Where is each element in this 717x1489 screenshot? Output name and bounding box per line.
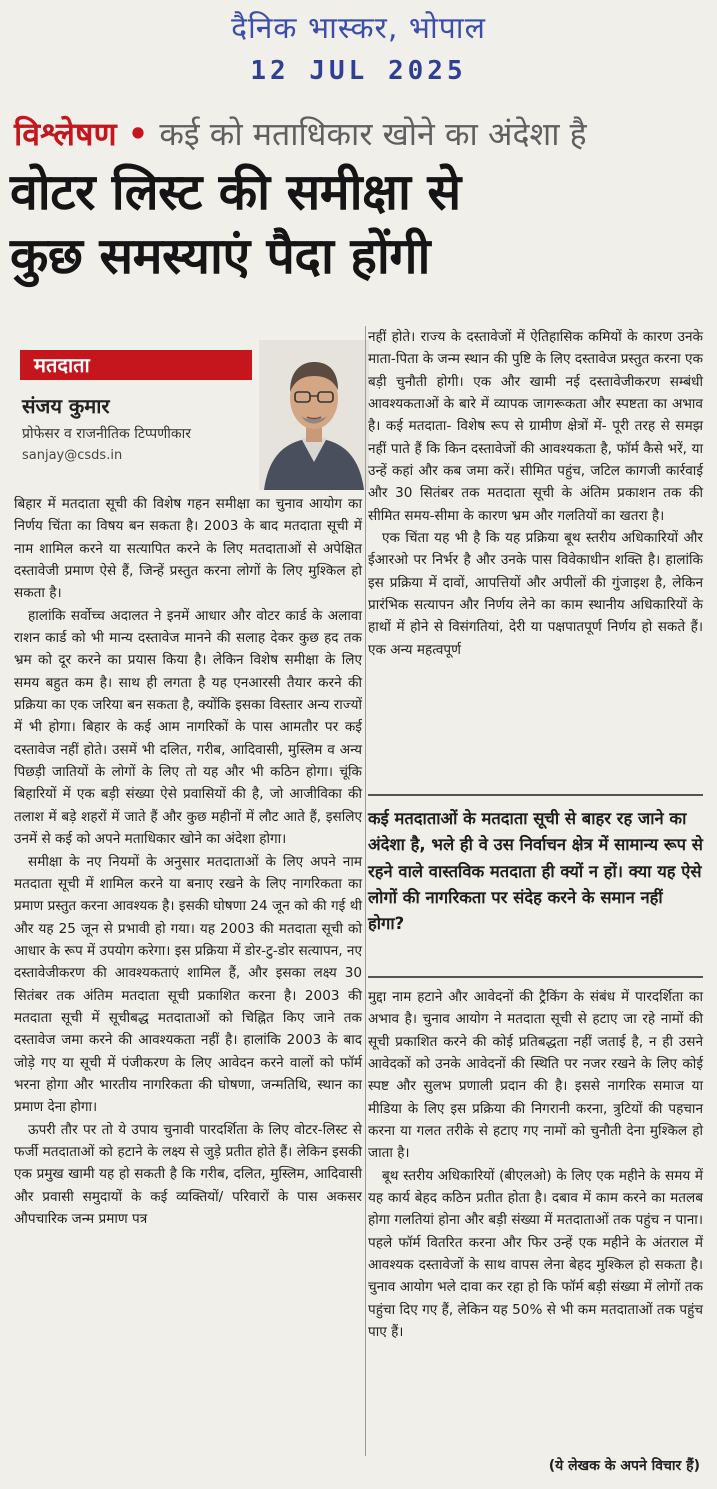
headline — [10, 160, 710, 288]
article-column-right-bottom — [368, 986, 703, 1344]
headline-line-2: कुछ समस्याएं पैदा होंगी — [10, 227, 430, 285]
pull-quote: कई मतदाताओं के मतदाता सूची से बाहर रह जाने का अंदेशा है, भले ही वे उस निर्वाचन क्षेत्र में सामान्य रूप से रहने वाले वास्तविक मतदाता ही क्यों न हों। क्या यह ऐसे लोगों की नागरिकता पर संदेह करने के समान नहीं होगा? — [368, 809, 703, 934]
author-portrait-icon — [259, 340, 369, 490]
author-disclaimer: (ये लेखक के अपने विचार हैं) — [548, 1458, 700, 1474]
kicker-separator: • — [127, 115, 149, 153]
category-tag: मतदाता — [20, 350, 252, 380]
paragraph: समीक्षा के नए नियमों के अनुसार मतदाताओं के लिए अपने नाम मतदाता सूची में शामिल करने या बनाए रखने के लिए नागरिकता का प्रमाण प्रस्तुत करना आवश्यक है। इसकी घोषणा 24 जून को की गई थी और यह 25 जून से प्रभावी हो गया। यह 2003 की मतदाता सूची को आधार के रूप में उपयोग करेगा। इस प्रक्रिया में डोर-टु-डोर सत्यापन, नए दस्तावेजीकरण की आवश्यकताएं शामिल हैं, और इसका लक्ष्य 30 सितंबर तक अंतिम मतदाता सूची प्रकाशित करना है। 2003 की मतदाता सूची में सूचीबद्ध मतदाताओं को चिह्नित किए जाने तक दस्तावेज जमा करने की आवश्यकता नहीं है। हालांकि 2003 के बाद जोड़े गए या सूची में पंजीकरण के लिए आवेदन करने वालों को फॉर्म भरना होगा और भारतीय नागरिकता की घोषणा, जन्मतिथि, स्थान का प्रमाण देना होगा। — [14, 853, 362, 1116]
author-name: संजय कुमार — [22, 394, 110, 418]
kicker-label: विश्लेषण — [14, 115, 117, 153]
author-block — [14, 340, 374, 490]
paragraph: नहीं होते। राज्य के दस्तावेजों में ऐतिहासिक कमियों के कारण उनके माता-पिता के जन्म स्थान की पुष्टि के लिए दस्तावेज प्रस्तुत करना एक बड़ी चुनौती होगी। एक और खामी नई दस्तावेजीकरण सम्बंधी आवश्यकताओं के बारे में व्यापक जागरूकता और स्पष्टता का अभाव है। कई मतदाता- विशेष रूप से ग्रामीण क्षेत्रों में- पूरी तरह से समझ नहीं पाते हैं कि किन दस्तावेजों की आवश्यकता है, फॉर्म कैसे भरें, या उन्हें कहां और कब जमा करें। सीमित पहुंच, जटिल कागजी कार्रवाई और 30 सितंबर तक मतदाता सूची के अंतिम प्रकाशन तक की सीमित समय-सीमा के कारण भ्रम और गलतियों का खतरा है। — [368, 329, 703, 524]
paragraph: मुद्दा नाम हटाने और आवेदनों की ट्रैकिंग के संबंध में पारदर्शिता का अभाव है। चुनाव आयोग ने मतदाता सूची से हटाए जा रहे नामों की सूची प्रकाशित करने की कोई प्रतिबद्धता नहीं जताई है, न ही उसने आवेदकों को उनके आवेदनों की स्थिति पर नजर रखने के लिए कोई स्पष्ट और सुलभ प्रणाली प्रदान की है। इससे नागरिक समाज या मीडिया के लिए इस प्रक्रिया की निगरानी करना, त्रुटियों की पहचान करना या गलत तरीके से हटाए गए नामों को चुनौती देना मुश्किल हो जाता है। — [368, 989, 703, 1162]
paragraph: हालांकि सर्वोच्च अदालत ने इनमें आधार और वोटर कार्ड के अलावा राशन कार्ड को भी मान्य दस्तावेज मानने की सलाह देकर कुछ हद तक भ्रम को दूर करने का प्रयास किया है। लेकिन विशेष समीक्षा के लिए समय बहुत कम है। साथ ही लगता है यह एनआरसी तैयार करने की प्रक्रिया का एक जरिया बन सकता है, क्योंकि इसका विस्तार अन्य राज्यों में भी होगा। बिहार के कई आम नागरिकों के पास आमतौर पर कई दस्तावेज नहीं होते। उसमें भी दलित, गरीब, आदिवासी, मुस्लिम व अन्य पिछड़ी जातियों के लोगों के लिए तो यह और भी कठिन होगा। चूंकि बिहारियों में एक बड़ी संख्या ऐसे प्रवासियों की है, जो आजीविका की तलाश में बड़े शहरों में जाते हैं और कुछ महीनों में लौट आते हैं, इसलिए उनमें से कई को अपने मताधिकार खोने का अंदेशा होगा। — [14, 607, 362, 848]
paragraph: बूथ स्तरीय अधिकारियों (बीएलओ) के लिए एक महीने के समय में यह कार्य बेहद कठिन प्रतीत होता है। दबाव में काम करने का मतलब होगा गलतियां होना और बड़ी संख्या में मतदाताओं तक पहुंच न पाना। पहले फॉर्म वितरित करना और फिर उन्हें एक महीने के अंतराल में आवश्यक दस्तावेजों के साथ वापस लेना बेहद मुश्किल हो सकता है। चुनाव आयोग भले दावा कर रहा हो कि फॉर्म बड़ी संख्या में लोगों तक पहुंचा दिए गए हैं, लेकिन यह 50% से भी कम मतदाताओं तक पहुंच पाए हैं। — [368, 1167, 703, 1341]
paragraph: एक चिंता यह भी है कि यह प्रक्रिया बूथ स्तरीय अधिकारियों और ईआरओ पर निर्भर है और उनके पास विवेकाधीन शक्ति है। हालांकि इस प्रक्रिया में दावों, आपत्तियों और अपीलों की गुंजाइश है, लेकिन प्रारंभिक सत्यापन और निर्णय लेने का काम स्थानीय अधिकारियों के हाथों में होने से विसंगतियां, देरी या पक्षपातपूर्ण निर्णय हो सकते हैं। एक अन्य महत्वपूर्ण — [368, 530, 703, 658]
paragraph: ऊपरी तौर पर तो ये उपाय चुनावी पारदर्शिता के लिए वोटर-लिस्ट से फर्जी मतदाताओं को हटाने के लक्ष्य से जुड़े प्रतीत होते हैं। लेकिन इसकी एक प्रमुख खामी यह हो सकती है कि गरीब, दलित, मुस्लिम, आदिवासी और प्रवासी समुदायों के कई व्यक्तियों/ परिवारों के पास अकसर औपचारिक जन्म प्रमाण पत्र — [14, 1121, 362, 1227]
article-column-right-top — [368, 326, 703, 661]
pull-quote-rule-top — [368, 794, 703, 796]
author-email: sanjay@csds.in — [22, 448, 123, 463]
column-divider — [365, 326, 366, 1456]
headline-line-1: वोटर लिस्ट की समीक्षा से — [10, 163, 461, 221]
kicker-text: कई को मताधिकार खोने का अंदेशा है — [159, 115, 587, 153]
paragraph: बिहार में मतदाता सूची की विशेष गहन समीक्षा का चुनाव आयोग का निर्णय चिंता का विषय बन सकता है। 2003 के बाद मतदाता सूची में नाम शामिल करने या सत्यापित करने के लिए मतदाताओं से अपेक्षित दस्तावेजी प्रमाण ऐसे हैं, जिन्हें प्रस्तुत करना लोगों के लिए मुश्किल हो सकता है। — [14, 496, 362, 602]
kicker — [14, 112, 704, 155]
date-stamp: 12 JUL 2025 — [250, 56, 467, 86]
publication-stamp: दैनिक भास्कर, भोपाल — [231, 11, 486, 46]
pull-quote-rule-bottom — [368, 976, 703, 978]
author-role: प्रोफेसर व राजनीतिक टिप्पणीकार — [22, 426, 192, 442]
article-column-left — [14, 493, 362, 1230]
